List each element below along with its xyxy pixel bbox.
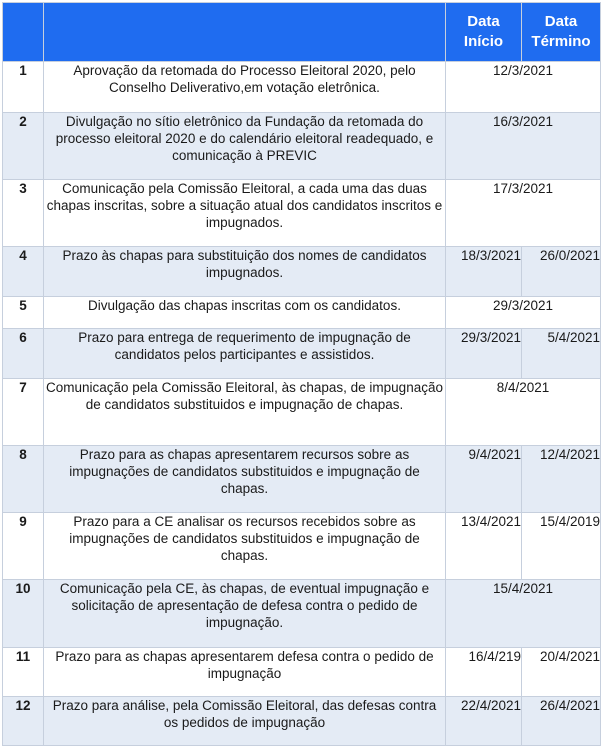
row-description: Aprovação da retomada do Processo Eleitoral 2020, pelo Conselho Deliverativo,em votação eletrônica. xyxy=(44,62,446,113)
header-number xyxy=(3,3,44,62)
row-description: Prazo para as chapas apresentarem defesa contra o pedido de impugnação xyxy=(44,648,446,697)
row-number: 5 xyxy=(3,297,44,329)
row-description: Divulgação no sítio eletrônico da Fundação da retomada do processo eleitoral 2020 e do calendário eleitoral readequado, e comunicação à PREVIC xyxy=(44,113,446,180)
row-end-date: 20/4/2021 xyxy=(522,648,601,697)
row-number: 2 xyxy=(3,113,44,180)
table-row xyxy=(3,697,601,746)
table-row xyxy=(3,379,601,446)
header-end-line1: Data xyxy=(544,13,578,30)
row-number: 12 xyxy=(3,697,44,746)
row-description: Prazo para entrega de requerimento de impugnação de candidatos pelos participantes e assistidos. xyxy=(44,329,446,379)
row-description: Divulgação das chapas inscritas com os candidatos. xyxy=(44,297,446,329)
table-row xyxy=(3,513,601,580)
row-date: 29/3/2021 xyxy=(446,297,601,329)
row-description: Prazo para as chapas apresentarem recursos sobre as impugnações de candidatos substituidos e impugnação de chapas. xyxy=(44,446,446,513)
row-number: 10 xyxy=(3,580,44,648)
row-date: 12/3/2021 xyxy=(446,62,601,113)
header-description xyxy=(44,3,446,62)
table-row xyxy=(3,329,601,379)
table-row xyxy=(3,580,601,648)
row-date: 8/4/2021 xyxy=(446,379,601,446)
table-row xyxy=(3,297,601,329)
row-end-date: 5/4/2021 xyxy=(522,329,601,379)
table-row xyxy=(3,62,601,113)
row-end-date: 26/4/2021 xyxy=(522,697,601,746)
row-start-date: 9/4/2021 xyxy=(446,446,522,513)
row-number: 11 xyxy=(3,648,44,697)
row-description: Prazo às chapas para substituição dos nomes de candidatos impugnados. xyxy=(44,247,446,297)
row-start-date: 22/4/2021 xyxy=(446,697,522,746)
row-number: 9 xyxy=(3,513,44,580)
row-end-date: 15/4/2019 xyxy=(522,513,601,580)
row-description: Prazo para a CE analisar os recursos recebidos sobre as impugnações de candidatos substituidos e impugnação de chapas. xyxy=(44,513,446,580)
table-row xyxy=(3,180,601,247)
row-description: Prazo para análise, pela Comissão Eleitoral, das defesas contra os pedidos de impugnação xyxy=(44,697,446,746)
header-start-line2: Início xyxy=(463,33,504,50)
row-start-date: 29/3/2021 xyxy=(446,329,522,379)
row-number: 1 xyxy=(3,62,44,113)
table-row xyxy=(3,648,601,697)
row-start-date: 18/3/2021 xyxy=(446,247,522,297)
row-end-date: 26/0/2021 xyxy=(522,247,601,297)
table-row xyxy=(3,113,601,180)
row-end-date: 12/4/2021 xyxy=(522,446,601,513)
table-header xyxy=(3,3,601,62)
row-number: 3 xyxy=(3,180,44,247)
table-row xyxy=(3,446,601,513)
row-description: Comunicação pela CE, às chapas, de eventual impugnação e solicitação de apresentação de defesa contra o pedido de impugnação. xyxy=(44,580,446,648)
row-number: 8 xyxy=(3,446,44,513)
election-schedule-table xyxy=(2,2,601,746)
table-row xyxy=(3,247,601,297)
row-date: 17/3/2021 xyxy=(446,180,601,247)
header-start-date xyxy=(446,3,522,62)
row-number: 7 xyxy=(3,379,44,446)
row-start-date: 13/4/2021 xyxy=(446,513,522,580)
row-date: 16/3/2021 xyxy=(446,113,601,180)
header-end-date xyxy=(522,3,601,62)
row-start-date: 16/4/219 xyxy=(446,648,522,697)
header-end-line2: Término xyxy=(531,33,591,50)
row-date: 15/4/2021 xyxy=(446,580,601,648)
header-start-line1: Data xyxy=(467,13,500,30)
row-description: Comunicação pela Comissão Eleitoral, a cada uma das duas chapas inscritas, sobre a situação atual dos candidatos inscritos e impugnados. xyxy=(44,180,446,247)
table-body xyxy=(3,62,601,746)
header-row xyxy=(3,3,601,62)
row-number: 6 xyxy=(3,329,44,379)
row-number: 4 xyxy=(3,247,44,297)
row-description: Comunicação pela Comissão Eleitoral, às chapas, de impugnação de candidatos substituidos e impugnação de chapas. xyxy=(44,379,446,446)
